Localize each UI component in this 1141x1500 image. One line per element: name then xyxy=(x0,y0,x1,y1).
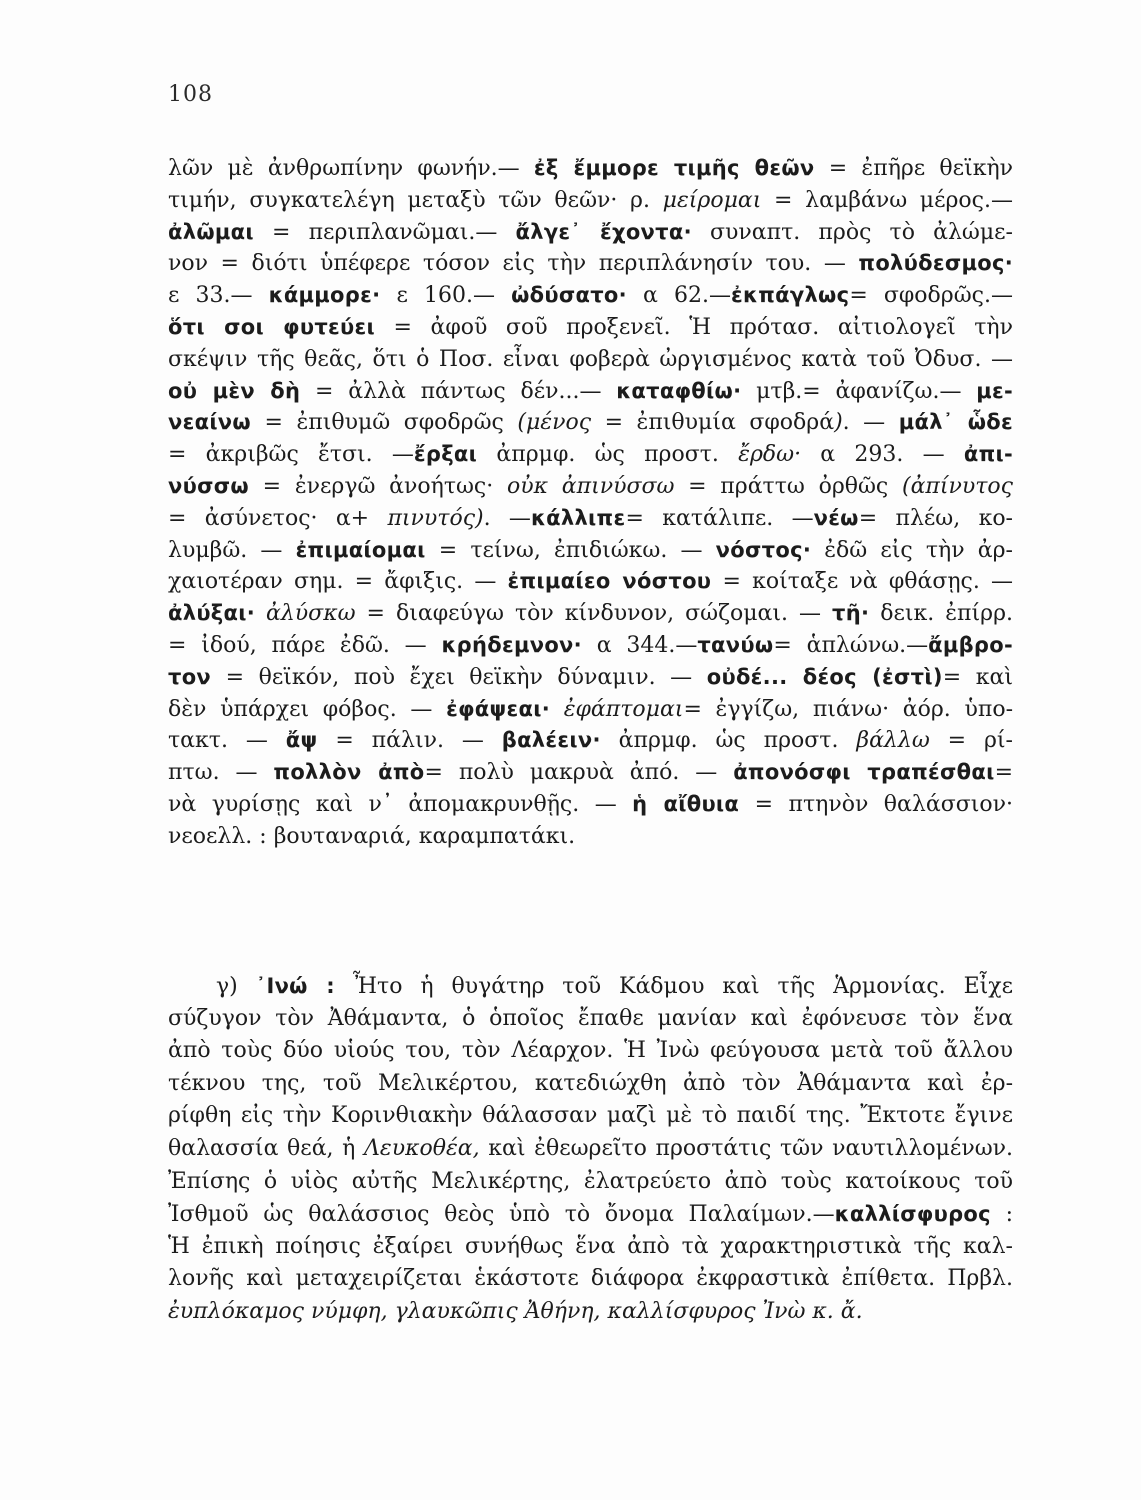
commentary-line xyxy=(168,312,1013,344)
lemma-term: οὐ μὲν δὴ xyxy=(168,378,301,403)
lemma-term: ἄψ xyxy=(285,728,318,753)
text-run: χαιοτέραν σημ. = ἄφιξις. — xyxy=(168,569,508,595)
commentary-line xyxy=(168,217,1013,249)
text-run: α 293. — xyxy=(801,442,964,468)
commentary-line xyxy=(168,280,1013,312)
italic-text: οὐκ ἀπινύσσω xyxy=(506,473,675,499)
commentary-line xyxy=(168,789,1013,821)
text-run: τέκνου της, τοῦ Μελικέρτου, κατεδιώχθη ἀπὸ τὸν Ἀθάμαντα καὶ ἐρ- xyxy=(168,1070,1013,1096)
lemma-term: ἄμβρο- xyxy=(928,632,1013,657)
text-run: = ἀκριβῶς ἔτσι. — xyxy=(168,442,414,468)
section-ino xyxy=(168,970,1013,1329)
commentary-line xyxy=(168,757,1013,789)
section-line xyxy=(168,970,1013,1003)
section-line xyxy=(168,1231,1013,1264)
commentary-line xyxy=(168,376,1013,408)
lemma-term: ἀλύξαι· xyxy=(168,601,255,626)
text-run: λυμβῶ. — xyxy=(168,537,296,563)
lemma-term: με- xyxy=(976,378,1013,403)
text-run: καὶ ἐθεωρεῖτο προστάτις τῶν ναυτιλλομένων. xyxy=(479,1135,1013,1161)
text-run: ἀπρμφ. ὡς προστ. xyxy=(477,442,739,468)
lemma-term: πολλὸν ἀπὸ xyxy=(273,760,425,785)
text-run: = πτηνὸν θαλάσσιον· xyxy=(739,791,1013,817)
section-line xyxy=(168,1198,1013,1231)
lemma-term: τον xyxy=(168,664,212,689)
text-run: νὰ γυρίσῃς καὶ ν᾿ ἀπομακρυνθῇς. — xyxy=(168,791,633,817)
lemma-term: ἀλῶμαι xyxy=(168,219,254,244)
italic-text: ἐφάπτομαι xyxy=(563,696,684,722)
commentary-line xyxy=(168,185,1013,217)
italic-text: ἀλύσκω xyxy=(266,601,356,627)
text-run: = ἐγγίζω, πιάνω· ἀόρ. ὑπο- xyxy=(683,696,1013,722)
commentary-line xyxy=(168,439,1013,471)
section-line xyxy=(168,1133,1013,1166)
section-line xyxy=(168,1263,1013,1296)
text-run: = πλέω, κο- xyxy=(858,505,1013,531)
text-run xyxy=(550,697,564,722)
text-run: Ἡ ἐπικὴ ποίησις ἐξαίρει συνήθως ἕνα ἀπὸ τὰ χαρακτηριστικὰ τῆς καλ- xyxy=(168,1233,1013,1259)
italic-text: (μένος xyxy=(517,410,592,436)
text-run: ἐδῶ εἰς τὴν ἀρ- xyxy=(811,537,1013,563)
commentary-line xyxy=(168,407,1013,439)
italic-text: Λευκοθέα, xyxy=(364,1135,480,1161)
commentary-line xyxy=(168,344,1013,376)
text-run: ρίφθη εἰς τὴν Κορινθιακὴν θάλασσαν μαζὶ μὲ τὸ παιδί της. Ἔκτοτε ἔγινε xyxy=(168,1103,1013,1129)
text-run: = ἀφοῦ σοῦ προξενεῖ. Ἡ πρότασ. αἰτιολογεῖ τὴν xyxy=(374,314,1013,340)
lemma-term: τανύω xyxy=(697,632,774,657)
italic-text: ἐυπλόκαμος νύμφη, γλαυκῶπις Ἀθήνη, καλλίσφυρος Ἰνὼ κ. ἄ. xyxy=(168,1298,863,1324)
text-run: λῶν μὲ ἀνθρωπίνην φωνήν.— xyxy=(168,156,534,181)
text-run: ἀπὸ τοὺς δύο υἱούς του, τὸν Λέαρχον. Ἡ Ἰνὼ φεύγουσα μετὰ τοῦ ἄλλου xyxy=(168,1038,1013,1064)
lemma-term: πολύδεσμος· xyxy=(858,251,1013,276)
text-run: = κοίταξε νὰ φθάσῃς. — xyxy=(711,569,1013,595)
lemma-term: οὐδέ... δέος (ἐστὶ) xyxy=(706,664,943,689)
commentary-line xyxy=(168,248,1013,280)
lemma-term: ἀπονόσφι τραπέσθαι xyxy=(733,760,995,785)
lemma-term: νεαίνω xyxy=(168,410,251,435)
section-line xyxy=(168,1003,1013,1036)
lemma-term: νόστος· xyxy=(715,537,812,562)
lemma-term: ἡ αἴθυια xyxy=(632,791,740,816)
text-run: . — xyxy=(842,410,899,436)
text-run: σκέψιν τῆς θεᾶς, ὅτι ὁ Ποσ. εἶναι φοβερὰ ὠργισμένος κατὰ τοῦ Ὀδυσ. — xyxy=(168,346,1013,372)
text-run: θαλασσία θεά, ἡ xyxy=(168,1135,364,1161)
text-run: = κατάλιπε. — xyxy=(625,505,814,531)
lemma-term: ἐπιμαίεο νόστου xyxy=(507,569,712,594)
text-run: = πάλιν. — xyxy=(317,728,502,754)
text-run: ε 160.— xyxy=(380,283,512,309)
text-run: α 62.— xyxy=(626,283,731,309)
text-run: = ἐπιθυμία σφοδρά xyxy=(591,410,835,436)
section-line xyxy=(168,1035,1013,1068)
text-run: λονῆς καὶ μεταχειρίζεται ἑκάστοτε διάφορα ἐκφραστικὰ ἐπίθετα. Πρβλ. xyxy=(168,1266,1013,1292)
section-line xyxy=(168,1100,1013,1133)
lemma-term: ἐξ ἔμμορε τιμῆς θεῶν xyxy=(533,156,815,180)
section-line xyxy=(168,1166,1013,1199)
lemma-term: νύσσω xyxy=(168,473,249,498)
text-run: συναπτ. πρὸς τὸ ἀλώμε- xyxy=(691,219,1013,245)
lemma-term: βαλέειν· xyxy=(501,728,601,753)
text-run: = ἐπῆρε θεϊκὴν xyxy=(814,156,1013,181)
text-run: = περιπλανῶμαι.— xyxy=(253,219,516,245)
commentary-line xyxy=(168,725,1013,757)
text-run: = πολὺ μακρυὰ ἀπό. — xyxy=(424,760,734,786)
italic-text: ) xyxy=(834,410,843,436)
text-run: = ἀσύνετος· α+ xyxy=(168,505,388,531)
lemma-term: τῆ· xyxy=(832,601,870,626)
text-run: Ἐπίσης ὁ υἱὸς αὐτῆς Μελικέρτης, ἐλατρεύετο ἀπὸ τοὺς κατοίκους τοῦ xyxy=(168,1168,1013,1194)
text-run: = ἁπλώνω.— xyxy=(773,632,929,658)
text-run: = ἰδού, πάρε ἐδῶ. — xyxy=(168,632,442,658)
text-run: = τείνω, ἐπιδιώκω. — xyxy=(425,537,716,563)
text-run xyxy=(255,601,266,626)
text-run: Ἦτο ἡ θυγάτηρ τοῦ Κάδμου καὶ τῆς Ἁρμονίας. Εἶχε xyxy=(334,974,1013,999)
commentary-line xyxy=(168,662,1013,694)
lemma-term: κρήδεμνον· xyxy=(441,632,582,657)
lemma-term: ἐκπάγλως xyxy=(731,283,850,308)
text-run: = xyxy=(994,760,1013,786)
commentary-line xyxy=(168,471,1013,503)
text-run: = διαφεύγω τὸν κίνδυνον, σώζομαι. — xyxy=(355,601,833,627)
text-run: ε 33.— xyxy=(168,283,269,309)
italic-text: (ἀπίνυτος xyxy=(901,473,1013,499)
italic-text: μείρομαι xyxy=(662,187,762,213)
text-run: τακτ. — xyxy=(168,728,286,754)
page-number: 108 xyxy=(168,82,213,107)
text-run: α 344.— xyxy=(581,632,698,658)
text-run: = ἀλλὰ πάντως δέν...— xyxy=(300,378,617,404)
lemma-term: κάλλιπε xyxy=(530,505,626,530)
text-run: ἀπρμφ. ὡς προστ. xyxy=(600,728,857,754)
text-run: δεικ. ἐπίρρ. xyxy=(869,601,1013,627)
text-run: γ) xyxy=(216,974,256,999)
text-run: = λαμβάνω μέρος.— xyxy=(761,187,1013,213)
lemma-term: μάλ᾿ ὧδε xyxy=(898,410,1013,435)
commentary-line xyxy=(168,503,1013,535)
text-run: = ἐπιθυμῶ σφοδρῶς xyxy=(250,410,518,436)
commentary-line xyxy=(168,535,1013,567)
lemma-term: ἄλγε᾿ ἔχοντα· xyxy=(515,219,692,244)
commentary-notes xyxy=(168,153,1013,853)
text-run: = καὶ xyxy=(942,664,1013,690)
section-line xyxy=(168,1068,1013,1101)
commentary-line xyxy=(168,566,1013,598)
text-run: = θεϊκόν, ποὺ ἔχει θεϊκὴν δύναμιν. — xyxy=(211,664,707,690)
italic-text: ἔρδω· xyxy=(738,442,802,468)
lemma-term: ἔρξαι xyxy=(413,442,478,467)
text-run: σύζυγον τὸν Ἀθάμαντα, ὁ ὁποῖος ἔπαθε μανίαν καὶ ἐφόνευσε τὸν ἕνα xyxy=(168,1005,1013,1031)
commentary-line xyxy=(168,821,1013,853)
lemma-term: ὠδύσατο· xyxy=(511,283,627,308)
lemma-term: ἐφάψεαι· xyxy=(446,696,550,721)
commentary-line xyxy=(168,694,1013,726)
lemma-term: νέω xyxy=(813,505,859,530)
text-run: νον = διότι ὑπέφερε τόσον εἰς τὴν περιπλάνησίν του. — xyxy=(168,251,859,277)
lemma-term: ἐπιμαίομαι xyxy=(295,537,426,562)
text-run: νεοελλ. : βουταναριά, καραμπατάκι. xyxy=(168,823,576,849)
text-run: πτω. — xyxy=(168,760,274,786)
text-run: . — xyxy=(483,505,531,531)
text-run: μτβ.= ἀφανίζω.— xyxy=(741,378,977,404)
lemma-term: καλλίσφυρος xyxy=(834,1202,991,1227)
lemma-term: καταφθίω· xyxy=(616,378,742,403)
lemma-term: ὅτι σοι φυτεύει xyxy=(168,314,375,339)
text-run: : xyxy=(990,1202,1013,1228)
commentary-line xyxy=(168,153,1013,185)
text-run: = σφοδρῶς.— xyxy=(849,283,1013,309)
lemma-term: ἀπι- xyxy=(963,442,1013,467)
lemma-term: κάμμορε· xyxy=(268,283,381,308)
italic-text: βάλλω xyxy=(856,728,930,754)
text-run: = πράττω ὀρθῶς xyxy=(674,473,902,499)
section-line xyxy=(168,1296,1013,1329)
commentary-line xyxy=(168,630,1013,662)
text-run: = ρί- xyxy=(929,728,1013,754)
italic-text: πινυτός) xyxy=(387,505,484,531)
lemma-term: ᾿Ινώ : xyxy=(255,974,335,998)
text-run: δὲν ὑπάρχει φόβος. — xyxy=(168,696,447,722)
text-run: Ἰσθμοῦ ὡς θαλάσσιος θεὸς ὑπὸ τὸ ὄνομα Παλαίμων.— xyxy=(168,1202,835,1228)
text-run: = ἐνεργῶ ἀνοήτως· xyxy=(248,473,507,499)
commentary-line xyxy=(168,598,1013,630)
text-run: τιμήν, συγκατελέγη μεταξὺ τῶν θεῶν· ρ. xyxy=(168,187,663,213)
